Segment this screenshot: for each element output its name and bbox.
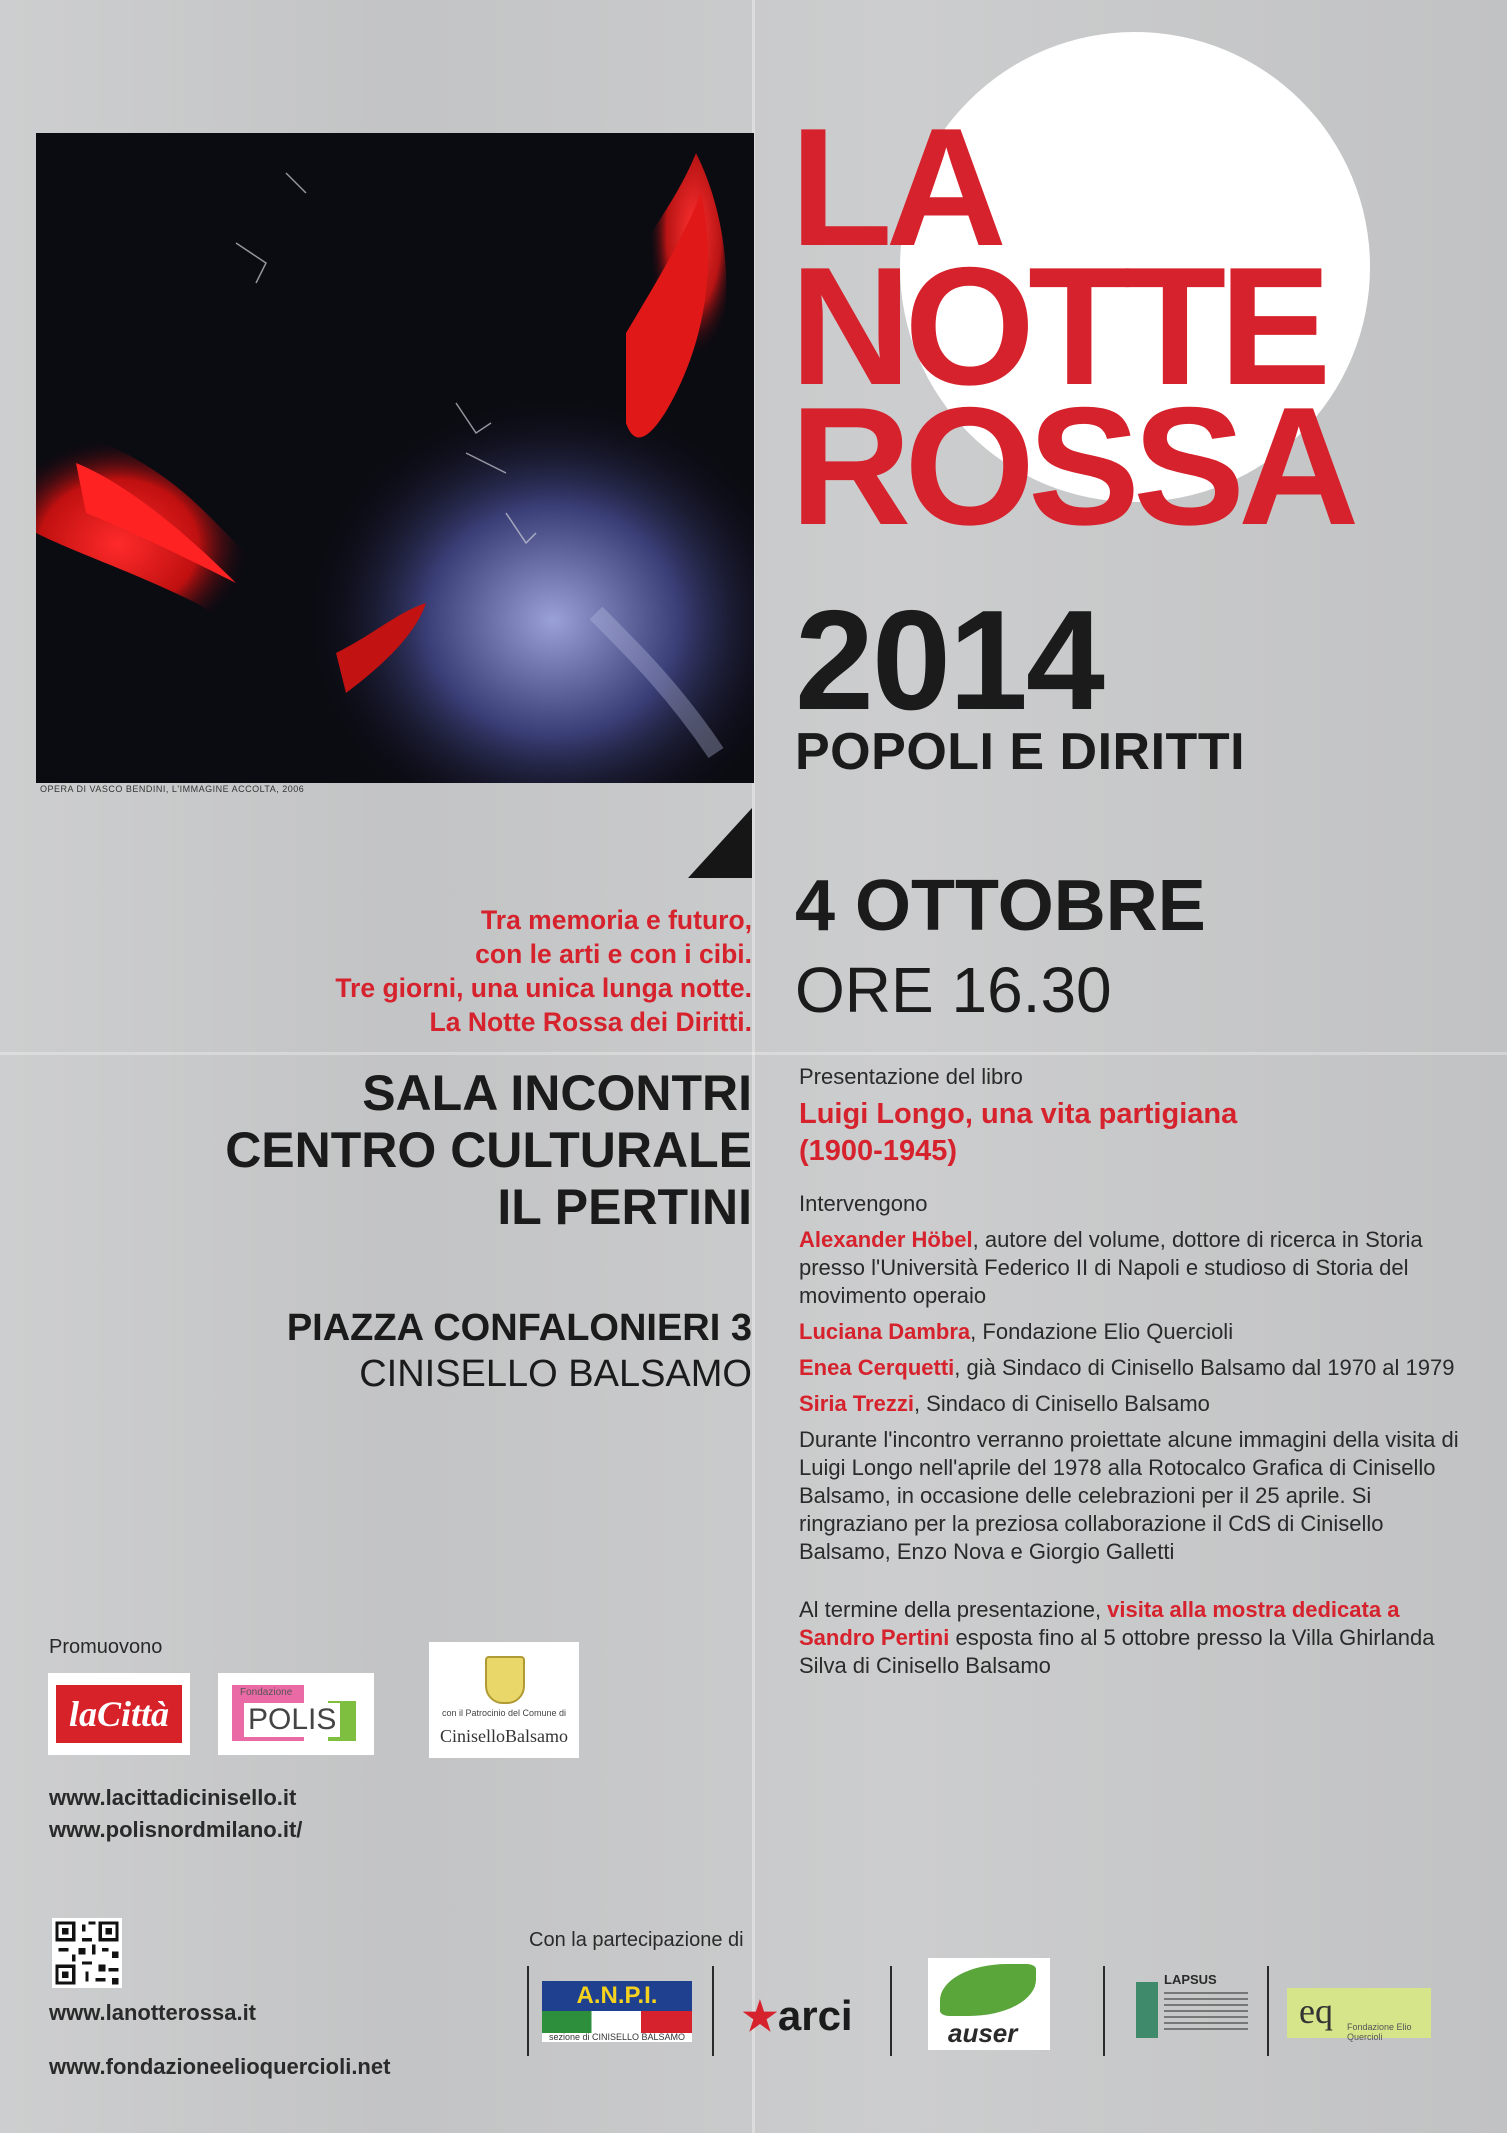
- speaker-role: , già Sindaco di Cinisello Balsamo dal 1970 al 1979: [954, 1355, 1455, 1380]
- event-date: 4 OTTOBRE: [795, 866, 1206, 946]
- tagline-line: La Notte Rossa dei Diritti.: [429, 1007, 752, 1037]
- title-line-1: LA: [790, 93, 1000, 281]
- lapsus-logo-text: LAPSUS: [1164, 1972, 1217, 1987]
- presentation-description: Durante l'incontro verranno proiettate alcune immagini della visita di Luigi Longo nell'aprile del 1978 alla Rotocalco Grafica di Cinisello Balsamo, in occasione delle celebrazioni per il 25 aprile. Si ringraziano per la preziosa collaborazione il CdS di Cinisello Balsamo, Enzo Nova e Giorgio Galletti: [799, 1427, 1459, 1564]
- presentation-intro: Presentazione del libro: [799, 1064, 1023, 1089]
- auser-logo: [928, 1958, 1050, 2050]
- eq-logo: [1287, 1988, 1431, 2042]
- leaf-icon: [940, 1964, 1036, 2016]
- speaker-item: [799, 1318, 1469, 1346]
- venue-line: CENTRO CULTURALE: [225, 1122, 752, 1178]
- promoters-label: Promuovono: [49, 1636, 163, 1658]
- event-year: 2014: [795, 581, 1103, 740]
- divider: [890, 1966, 892, 2056]
- qr-code-icon: [52, 1918, 122, 1988]
- divider: [712, 1966, 714, 2056]
- event-title: [790, 93, 1353, 560]
- title-line-3: ROSSA: [790, 371, 1353, 560]
- comune-patronage: con il Patrocinio del Comune di: [441, 1708, 567, 1718]
- eq-logo-text: eq: [1299, 1991, 1333, 2031]
- website-link[interactable]: www.lanotterossa.it: [49, 2000, 257, 2025]
- tagline-line: Tre giorni, una unica lunga notte.: [335, 973, 752, 1003]
- participation-label: Con la partecipazione di: [529, 1929, 744, 1951]
- closing-text: Al termine della presentazione,: [799, 1597, 1108, 1622]
- speaker-name: Luciana Dambra: [799, 1319, 971, 1344]
- link-polis[interactable]: www.polisnordmilano.it/: [49, 1817, 303, 1842]
- venue-line: IL PERTINI: [497, 1179, 752, 1235]
- eq-logo-sub: Fondazione Elio Quercioli: [1347, 2022, 1412, 2042]
- closing-note: [799, 1596, 1469, 1680]
- speakers-label: Intervengono: [799, 1191, 928, 1216]
- venue-line: SALA INCONTRI: [362, 1065, 752, 1121]
- speaker-item: [799, 1226, 1469, 1310]
- anpi-logo-text: A.N.P.I.: [542, 1981, 692, 2011]
- event-time: ORE 16.30: [795, 954, 1112, 1026]
- divider: [1267, 1966, 1269, 2056]
- speaker-name: Alexander Höbel: [799, 1227, 973, 1252]
- book-title: [799, 1096, 1469, 1170]
- polis-logo-text: POLIS: [244, 1703, 340, 1737]
- arci-logo-text: arci: [777, 1992, 853, 2039]
- exhibition-highlight: visita alla mostra dedicata a Sandro Pertini: [799, 1597, 1400, 1650]
- presentation-details: [799, 1063, 1469, 1680]
- speaker-role: , Fondazione Elio Quercioli: [970, 1319, 1234, 1344]
- promoter-links: [49, 1782, 302, 1846]
- arci-logo: [742, 1992, 853, 2040]
- street-address: PIAZZA CONFALONIERI 3: [286, 1307, 752, 1349]
- speaker-item: [799, 1354, 1469, 1382]
- anpi-logo: [542, 1981, 692, 2051]
- hourglass-icon: [1136, 1982, 1158, 2038]
- speaker-name: Enea Cerquetti: [799, 1355, 955, 1380]
- lacitta-logo: [48, 1673, 190, 1755]
- title-line-2: NOTTE: [790, 232, 1325, 421]
- star-icon: ★: [742, 1995, 778, 2039]
- speaker-role: , autore del volume, dottore di ricerca in Storia presso l'Università Federico II di Napoli e studioso di Storia del movimento operaio: [799, 1227, 1423, 1308]
- comune-name: CiniselloBalsamo: [440, 1726, 568, 1746]
- flag-icon: [542, 2011, 692, 2033]
- divider: [1103, 1966, 1105, 2056]
- venue-address: [60, 1305, 752, 1397]
- tagline: [160, 903, 752, 1039]
- anpi-logo-sub: sezione di CINISELLO BALSAMO: [542, 2033, 692, 2042]
- speaker-name: Siria Trezzi: [799, 1391, 914, 1416]
- closing-text: esposta fino al 5 ottobre presso la Villa Ghirlanda Silva di Cinisello Balsamo: [799, 1625, 1435, 1678]
- speaker-item: [799, 1390, 1469, 1418]
- crest-icon: [485, 1656, 525, 1704]
- divider: [527, 1966, 529, 2056]
- auser-logo-text: auser: [948, 2018, 1018, 2048]
- foundation-website-link[interactable]: www.fondazioneelioquercioli.net: [49, 2054, 391, 2079]
- tagline-line: Tra memoria e futuro,: [481, 905, 752, 935]
- book-title-line: Luigi Longo, una vita partigiana: [799, 1098, 1238, 1130]
- artwork-image: [36, 133, 754, 783]
- venue-name: [60, 1065, 752, 1236]
- book-title-years: (1900-1945): [799, 1135, 957, 1167]
- polis-logo-small: Fondazione: [240, 1687, 293, 1698]
- polis-logo: [218, 1673, 374, 1755]
- lapsus-fine-print: [1164, 1992, 1248, 2030]
- city: CINISELLO BALSAMO: [359, 1353, 752, 1395]
- paper-fold-horizontal: [0, 1052, 1507, 1055]
- lapsus-logo: [1132, 1970, 1252, 2050]
- tagline-line: con le arti e con i cibi.: [475, 939, 752, 969]
- lacitta-logo-text: laCittà: [56, 1685, 182, 1743]
- speaker-role: , Sindaco di Cinisello Balsamo: [913, 1391, 1210, 1416]
- artwork-caption: OPERA DI VASCO BENDINI, L'IMMAGINE ACCOLTA, 2006: [40, 784, 305, 794]
- link-lacitta[interactable]: www.lacittadicinisello.it: [49, 1785, 297, 1810]
- comune-logo: [429, 1642, 579, 1758]
- triangle-decoration: [688, 808, 752, 878]
- event-subtitle: POPOLI E DIRITTI: [795, 723, 1246, 781]
